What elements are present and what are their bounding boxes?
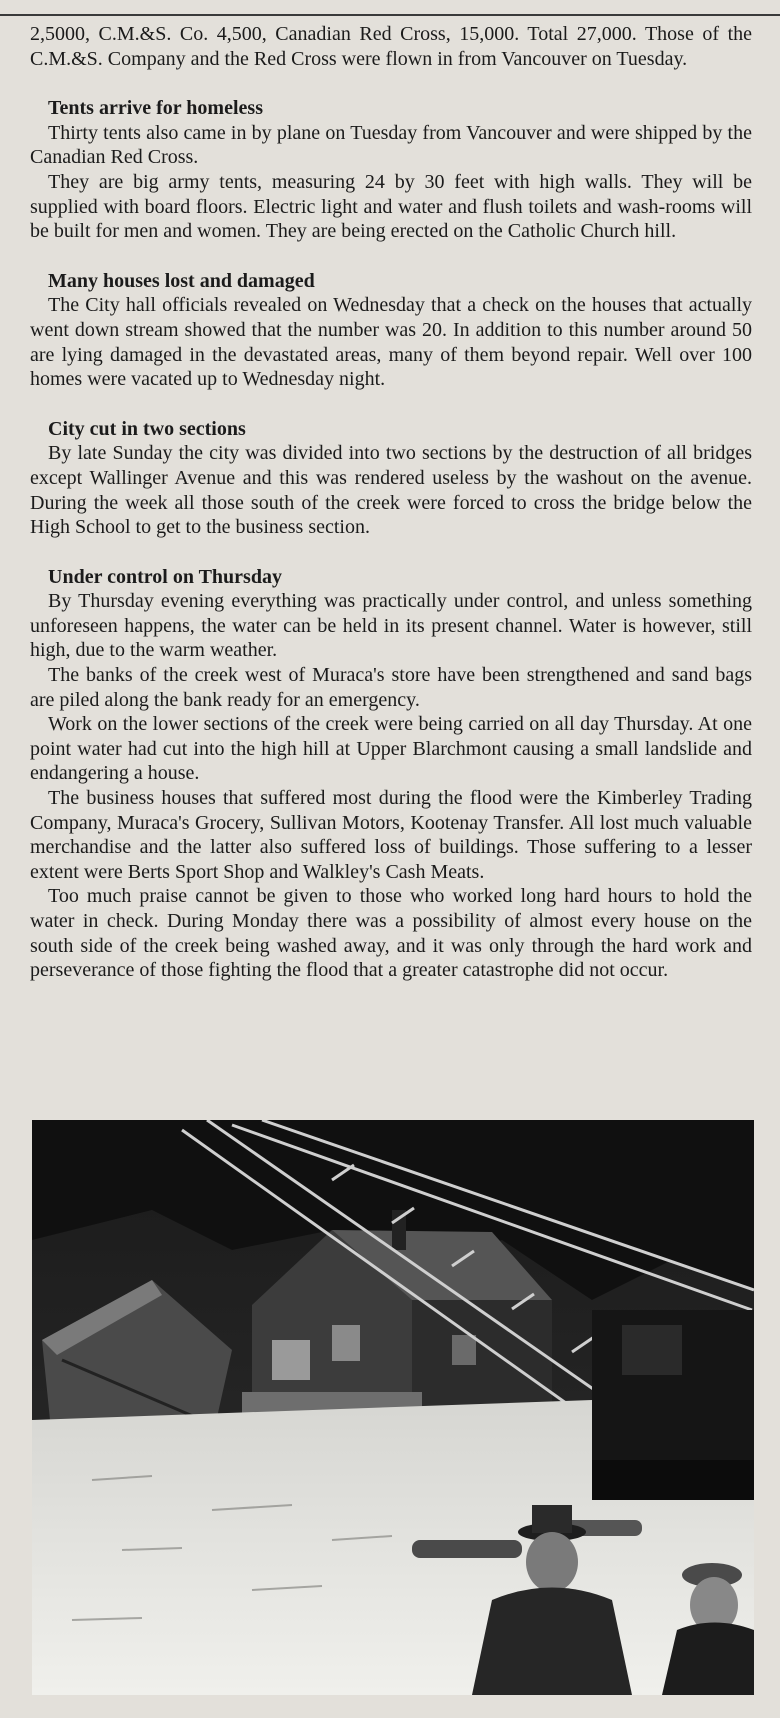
- section-heading: Tents arrive for homeless: [48, 97, 263, 120]
- section-heading: Many houses lost and damaged: [48, 269, 315, 292]
- article-intro: 2,5000, C.M.&S. Co. 4,500, Canadian Red Cross, 15,000. Total 27,000. Those of the C.M.&S. Company and the Red Cross were flown in from Vancouver on Tuesday.: [30, 23, 752, 70]
- flood-photo-illustration: [32, 1120, 754, 1695]
- paragraph: Too much praise cannot be given to those who worked long hard hours to hold the water in check. During Monday there was a possibility of almost every house on the south side of the creek being washed away, and it was only through the hard work and perseverance of those fighting the flood that a greater catastrophe did not occur.: [30, 885, 752, 982]
- top-rule: [0, 14, 780, 16]
- paragraph: The banks of the creek west of Muraca's store have been strengthened and sand bags are piled along the bank ready for an emergency.: [30, 664, 752, 711]
- paragraph: They are big army tents, measuring 24 by 30 feet with high walls. They will be supplied with board floors. Electric light and water and flush toilets and wash-rooms will be built for men and women. They are being erected on the Catholic Church hill.: [30, 170, 752, 243]
- paragraph: By late Sunday the city was divided into two sections by the destruction of all bridges except Wallinger Avenue and this was rendered useless by the washout on the avenue. During the week all those south of the creek were forced to cross the bridge below the High School to get to the business section.: [30, 442, 752, 539]
- crane-machine: [582, 1310, 754, 1510]
- flood-photograph: [32, 1120, 754, 1695]
- paragraph: By Thursday evening everything was practically under control, and unless something unforeseen happens, the water can be held in its present channel. Water is however, still high, due to the warm weather.: [30, 590, 752, 662]
- paragraph: Work on the lower sections of the creek were being carried on all day Thursday. At one point water had cut into the high hill at Upper Blarchmont causing a small landslide and endangering a house.: [30, 713, 752, 785]
- paragraph: The City hall officials revealed on Wednesday that a check on the houses that actually went down stream showed that the number was 20. In addition to this number around 50 are lying damaged in the devastated areas, many of them beyond repair. Well over 100 homes were vacated up to Wednesday night.: [30, 294, 752, 391]
- section-heading: Under control on Thursday: [48, 565, 282, 588]
- section-heading: City cut in two sections: [48, 417, 246, 440]
- paragraph: Thirty tents also came in by plane on Tuesday from Vancouver and were shipped by the Canadian Red Cross.: [30, 121, 752, 169]
- paragraph: The business houses that suffered most during the flood were the Kimberley Trading Company, Muraca's Grocery, Sullivan Motors, Kootenay Transfer. All lost much valuable merchandise and the latter also suffered loss of buildings. Those suffering to a lesser extent were Berts Sport Shop and Walkley's Cash Meats.: [30, 787, 752, 883]
- article-column: [30, 22, 752, 983]
